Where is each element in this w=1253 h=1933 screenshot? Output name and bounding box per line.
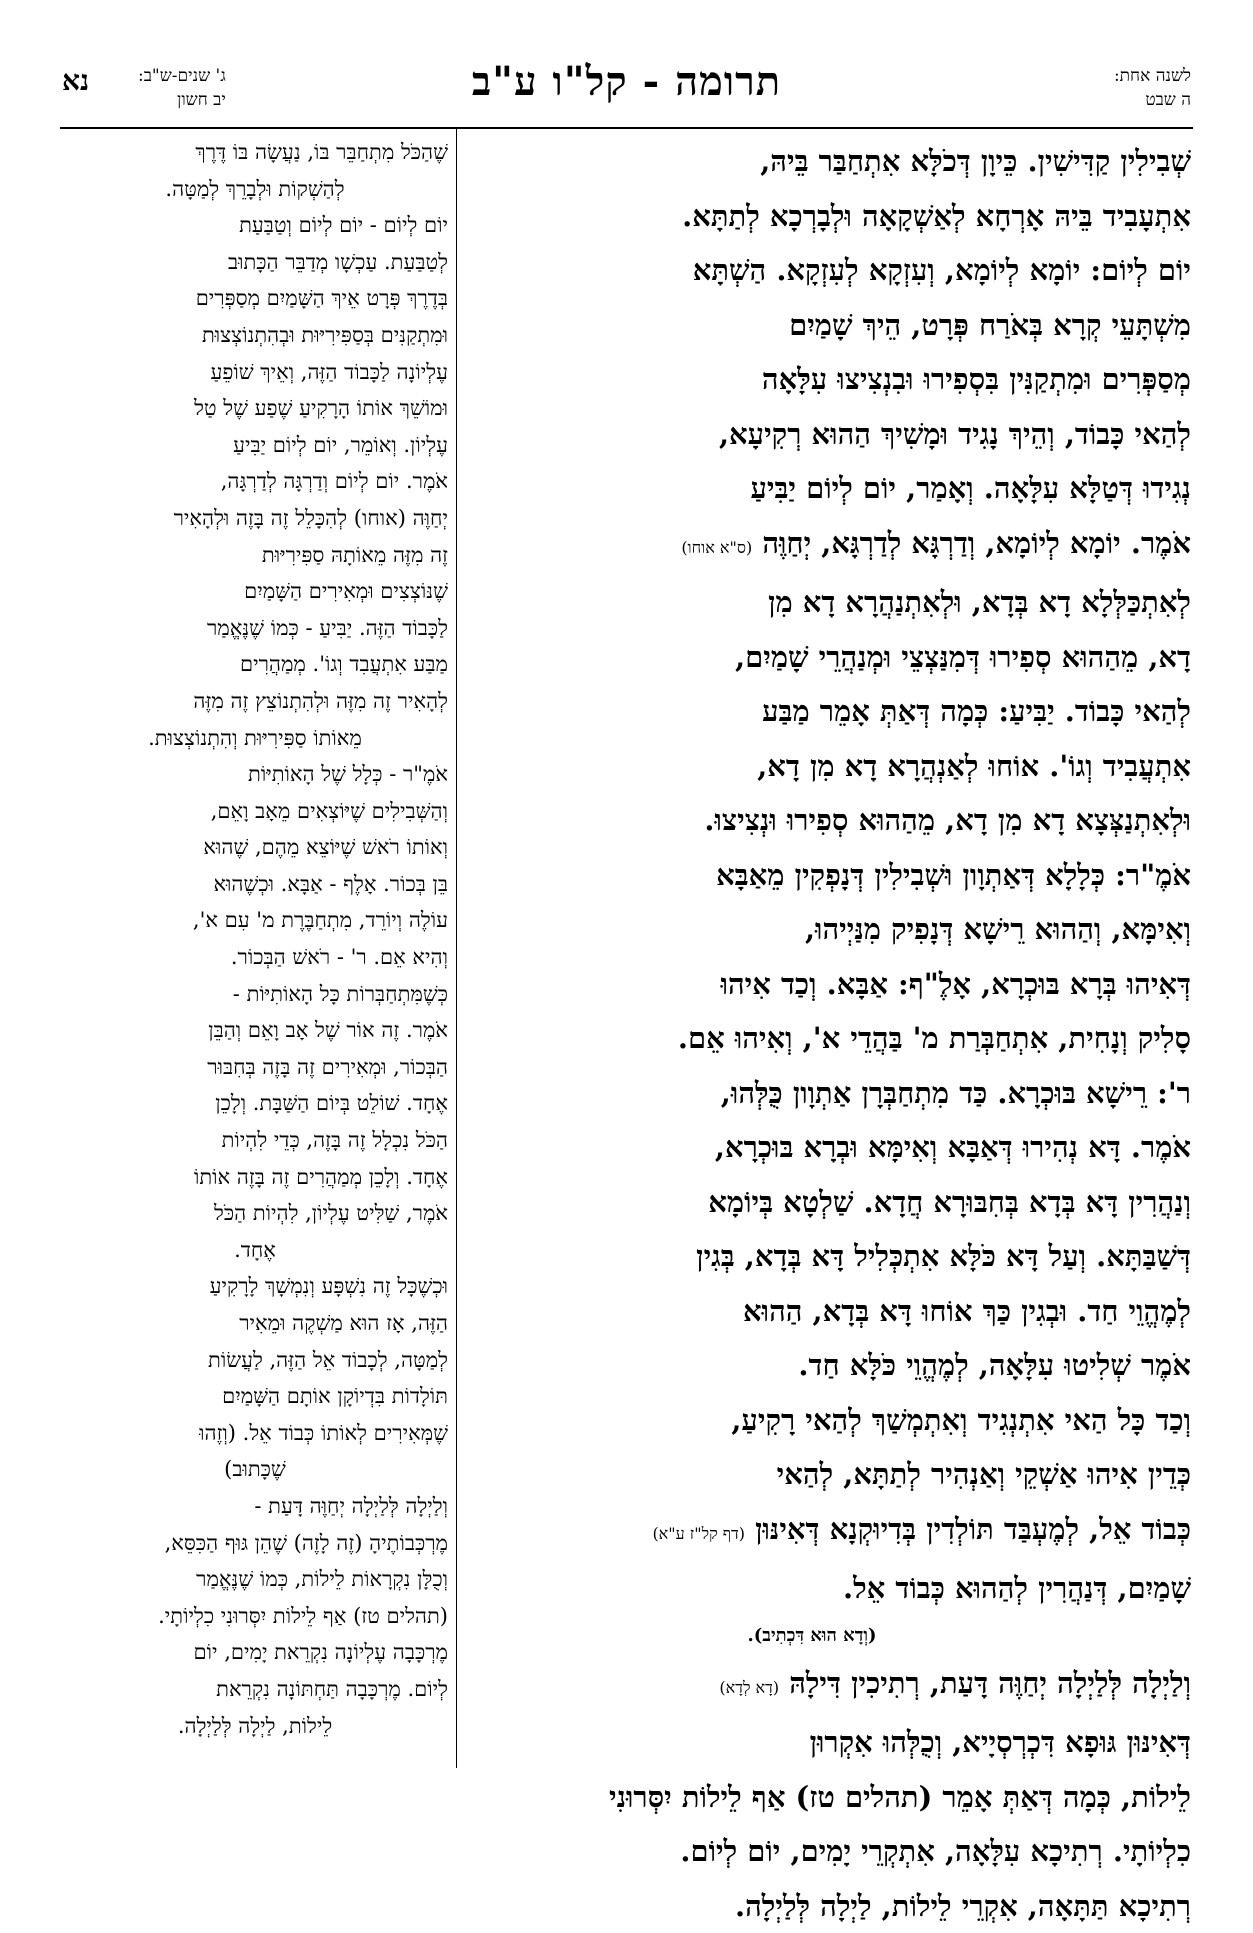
commentary-line: וּמוֹשֵׁךְ אוֹתוֹ הָרָקִיעַ שֶׁפַע שֶׁל טַל [62,390,448,427]
commentary-line: הַזֶּה, אָז הוּא מַשְׁקֶה וּמֵאִיר [62,1305,448,1342]
main-line-text: וְלַיְלָה לְּלַיְלָה יְחַוֶּה דָּעַת, רְתִיכִין דִּילָהּ [789,1666,1191,1700]
header-left-line1: ג' שנים-ש"ב: [138,64,226,88]
main-line: שָׁמַיִם, דְּנַהֲרִין לְהַהוּא כְּבוֹד אֵל. [433,1561,1191,1616]
commentary-line: מֵאוֹתוֹ סַפִּירִיּוּת וְהִתְנוֹצְצוּת. [62,720,448,757]
commentary-line: בְּדֶרֶךְ פְּרָט אֵיךְ הַשָּׁמַיִם מְסַפְּרִים [62,280,448,317]
commentary-line: כְּשֶׁמִּתְחַבְּרוֹת כָּל הָאוֹתִיּוֹת - [62,976,448,1013]
main-line: לְהַאי כָּבוֹד, וְהֵיךְ נָגִיד וּמָשִׁיךְ הַהוּא רְקִיעָא, [433,407,1191,462]
main-line: וְכַד כָּל הַאי אִתְנְגִיד וְאִתְמְשַׁךְ לְהַאי רָקִיעַ, [433,1393,1191,1448]
commentary-line: אֹמֶר. זֶה אוֹר שֶׁל אָב וָאֵם וְהַבֵּן [62,1012,448,1049]
commentary-line: עוֹלֶה וְיוֹרֵד, מִתְחַבֶּרֶת מ' עִם א', [62,902,448,939]
main-line [433,516,1191,576]
scripture-note: (וְדָא הוּא דִּכְתִיב). [433,1616,1191,1656]
header-right-line2: ה שבט [1114,88,1191,112]
main-line: סָלִיק וְנָחִית, אִתְחַבְּרַת מ' בַּהֲדֵי א', וְאִיהוּ אֵם. [433,1011,1191,1066]
main-line: לְאִתְכַּלְּלָא דָא בְּדָא, וּלְאִתְנַהֲרָא דָא מִן [433,575,1191,630]
commentary-line: אֹמֶר, שַׁלִּיט עֶלְיוֹן, לִהְיוֹת הַכֹּל [62,1195,448,1232]
commentary-line: הַבְּכוֹר, וּמְאִירִים זֶה בָּזֶה בְּחִבּוּר [62,1049,448,1086]
main-line: כִלְיוֹתָי. רְתִיכָא עִלָּאָה, אִתְקְרֵי יָמִים, יוֹם לְיוֹם. [433,1824,1191,1879]
commentary-line: וּכְשֶׁכָּל זֶה נִשְׁפָּע וְנִמְשָׁךְ לָרָקִיעַ [62,1268,448,1305]
main-line: אֹמֶר שְׁלִיטוּ עִלָּאָה, לְמֶהֱוֵי כֹּלָּא חַד. [433,1338,1191,1393]
commentary-line: לְהַשְׁקוֹת וּלְבָרֵךְ לְמַטָּה. [62,171,448,208]
main-line: לְמֶהֱוֵי חַד. וּבְגִין כַּךְ אוֹחוּ דָּא בְּדָא, הַהוּא [433,1284,1191,1339]
commentary-line: לַכָּבוֹד הַזֶּה. יַבִּיעַ - כְּמוֹ שֶׁנֶּאֱמַר [62,610,448,647]
commentary-column [62,134,448,1744]
commentary-line: וְאוֹתוֹ רֹאשׁ שֶׁיּוֹצֵא מֵהֶם, שֶׁהוּא [62,829,448,866]
header-left-schedule [138,64,226,112]
commentary-line: לְהָאִיר זֶה מִזֶּה וּלְהִתְנוֹצֵץ זֶה מִזֶּה [62,683,448,720]
variant-reference: (דָא לְדָא) [719,1678,779,1697]
page-reference: (דף קל"ז ע"א) [652,1524,745,1543]
commentary-line: שֶׁכָּתוּב) [62,1451,448,1488]
main-line-text: אֹמֶר. יוֹמָא לְיוֹמָא, וְדַרְגָּא לְדַרְגָּא, יְחַוֶּה [762,526,1191,560]
commentary-line: לֵילוֹת, לַיְלָה לְּלַיְלָה. [62,1708,448,1745]
commentary-line: (תהלים טז) אַף לֵילוֹת יִסְּרוּנִי כִלְיוֹתָי. [62,1598,448,1635]
main-line: וְאִימָּא, וְהַהוּא רֵישָׁא דְּנָפִיק מִנַּיְיהוּ, [433,902,1191,957]
main-line: מְסַפְּרִים וּמִתְקַנִּין בִּסְפִירוּ וּבִנְצִיצוּ עִלָּאָה [433,352,1191,407]
main-line: ר': רֵישָׁא בּוּכְרָא. כַּד מִתְחַבְּרָן אַתְוָון כֻּלְּהוּ, [433,1066,1191,1121]
commentary-line: לְיוֹם. מֶרְכָּבָה תַּחְתּוֹנָה נִקְרֵאת [62,1671,448,1708]
commentary-line: וְהַשְּׁבִילִים שֶׁיּוֹצְאִים מֵאָב וָאֵם, [62,793,448,830]
commentary-line: הַכֹּל נִכְלָל זֶה בָּזֶה, כְּדֵי לִהְיוֹת [62,1122,448,1159]
main-line: לֵילוֹת, כְּמָה דְּאַתְּ אָמֵר (תהלים טז) אַף לֵילוֹת יִסְּרוּנִי [433,1770,1191,1825]
main-line: לְהַאי כָּבוֹד. יַבִּיעַ: כְּמָה דְּאַתְּ אָמֵר מַבַּע [433,684,1191,739]
main-line: וּלְאִתְנַצְּצָא דָא מִן דָא, מֵהַהוּא סְפִירוּ וּנְצִיצוּ. [433,793,1191,848]
main-line: שְׁבִילִין קַדִּישִׁין. כֵּיוָן דְּכֹלָּא אִתְחַבַּר בֵּיהּ, [433,134,1191,189]
commentary-line: וְלַיְלָה לְּלַיְלָה יְחַוֶּה דָּעַת - [62,1488,448,1525]
header-rule [60,127,1193,129]
commentary-line: מֶרְכָּבָה עֶלְיוֹנָה נִקְרֵאת יָמִים, יוֹם [62,1634,448,1671]
commentary-line: וּמִתְקַנִּים בְּסַפִּירִיּוּת וּבְהִתְנוֹצְצוּת [62,317,448,354]
main-line [433,1656,1191,1716]
commentary-line: בֵּן בְּכוֹר. אָלֶף - אַבָּא. וּכְשֶׁהוּא [62,866,448,903]
commentary-line: שֶׁנּוֹצְצִים וּמְאִירִים הַשָּׁמַיִם [62,573,448,610]
commentary-line: אֹמֶר. יוֹם לְיוֹם וְדַרְגָּה לְדַרְגָּה, [62,463,448,500]
commentary-line: שֶׁהַכֹּל מִתְחַבֵּר בּוֹ, נַעֲשָׂה בּוֹ דֶּרֶךְ [62,134,448,171]
variant-reference: (ס"א אוחו) [681,538,752,557]
main-line: דְּאִיהוּ בְּרָא בּוּכְרָא, אָלֶ"ף: אַבָּא. וְכַד אִיהוּ [433,957,1191,1012]
commentary-line: עֶלְיוֹן. וְאוֹמֵר, יוֹם לְיוֹם יַבִּיעַ [62,427,448,464]
main-line: מִשְׁתָּעֵי קְרָא בְּאֹרַח פְּרָט, הֵיךְ שָׁמַיִם [433,298,1191,353]
main-line: דְּשַׁבַּתָּא. וְעַל דָּא כֹּלָּא אִתְכְּלִיל דָּא בְּדָא, בְּגִין [433,1229,1191,1284]
header-right-line1: לשנה אחת: [1114,64,1191,88]
commentary-line: זֶה מִזֶּה מֵאוֹתָהּ סַפִּירִיּוּת [62,537,448,574]
main-line: אֹמֶ"ר: כְּלָלָא דְּאַתְוָון וּשְׁבִילִין דְּנָפְקִין מֵאַבָּא [433,848,1191,903]
page-title: תרומה - קל"ו ע"ב [0,58,1253,105]
main-line: יוֹם לְיוֹם: יוֹמָא לְיוֹמָא, וְעִזְקָא לְעִזְקָא. הַשְׁתָּא [433,243,1191,298]
commentary-line: וְהִיא אֵם. ר' - רֹאשׁ הַבְּכוֹר. [62,939,448,976]
main-line: דְּאִינּוּן גּוּפָא דִּכְרְסְיָיא, וְכֻלְּהוּ אִקְרוּן [433,1715,1191,1770]
main-line: דָא, מֵהַהוּא סְפִירוּ דְּמִנַּצְצֵי וּמְנַהֲרֵי שָׁמַיִם, [433,630,1191,685]
main-line: רְתִיכָא תַּתָּאָה, אִקְרֵי לֵילוֹת, לַיְלָה לְּלַיְלָה. [433,1879,1191,1933]
main-line: אִתְעֲבִיד וְגוֹ'. אוֹחוּ לְאַנְהֲרָא דָא מִן דָא, [433,739,1191,794]
main-text-column [433,134,1191,1933]
commentary-line: וְכֻלָּן נִקְרָאוֹת לֵילוֹת, כְּמוֹ שֶׁנֶּאֱמַר [62,1561,448,1598]
commentary-line: תּוֹלָדוֹת בִּדְיוֹקָן אוֹתָם הַשָּׁמַיִם [62,1378,448,1415]
commentary-line: אֶחָד. וְלָכֵן מְמַהֲרִים זֶה בָּזֶה אוֹתוֹ [62,1159,448,1196]
commentary-line: עֶלְיוֹנָה לַכָּבוֹד הַזֶּה, וְאֵיךְ שׁוֹפֵעַ [62,354,448,391]
main-line-text: כְּבוֹד אֵל, לְמֶעְבַּד תּוֹלְדִין בְּדִיוּקְנָא דְּאִינּוּן [755,1512,1191,1546]
commentary-line: אֹמֶ"ר - כְּלָל שֶׁל הָאוֹתִיּוֹת [62,756,448,793]
commentary-line: מֶרְכְּבוֹתֶיהָ (זֶה לָזֶה) שֶׁהֵן גּוּף הַכִּסֵּא, [62,1525,448,1562]
commentary-line: שֶׁמְּאִירִים לְאוֹתוֹ כְּבוֹד אֵל. (וְזֶהוּ [62,1415,448,1452]
commentary-line: מַבַּע אִתְעֲבִד וְגוֹ'. מְמַהֲרִים [62,646,448,683]
commentary-line: לְטַבַּעַת. עַכְשָׁו מְדַבֵּר הַכָּתוּב [62,244,448,281]
main-line: אֹמֶר. דָּא נְהִירוּ דְּאַבָּא וְאִימָּא וּבְרָא בּוּכְרָא, [433,1120,1191,1175]
commentary-line: אֶחָד. שׁוֹלֵט בְּיוֹם הַשַּׁבָּת. וְלָכֵן [62,1085,448,1122]
commentary-line: יוֹם לְיוֹם - יוֹם לְיוֹם וְטַבַּעַת [62,207,448,244]
commentary-line: יְחַוֶּה (אוחו) לְהִכָּלֵל זֶה בָּזֶה וּלְהָאִיר [62,500,448,537]
main-line: כְּדֵין אִיהוּ אַשְׁקֵי וְאַנְהִיר לְתַתָּא, לְהַאי [433,1447,1191,1502]
main-line: נְגִידוּ דְּטַלָּא עִלָּאָה. וְאָמַר, יוֹם לְיוֹם יַבִּיעַ [433,461,1191,516]
page-number: נא [62,64,89,98]
commentary-line: אֶחָד. [62,1232,448,1269]
page-header [0,38,1253,128]
commentary-line: לְמַטָּה, לְכָבוֹד אֵל הַזֶּה, לַעֲשׂוֹת [62,1342,448,1379]
header-left-line2: יב חשון [138,88,226,112]
main-line: וְנַהֲרִין דָּא בְּדָא בְּחִבּוּרָא חֲדָא. שַׁלְטָא בְּיוֹמָא [433,1175,1191,1230]
main-line [433,1502,1191,1562]
main-line: אִתְעָבִיד בֵּיהּ אָרְחָא לְאַשְׁקָאָה וּלְבָרְכָא לְתַתָּא. [433,189,1191,244]
